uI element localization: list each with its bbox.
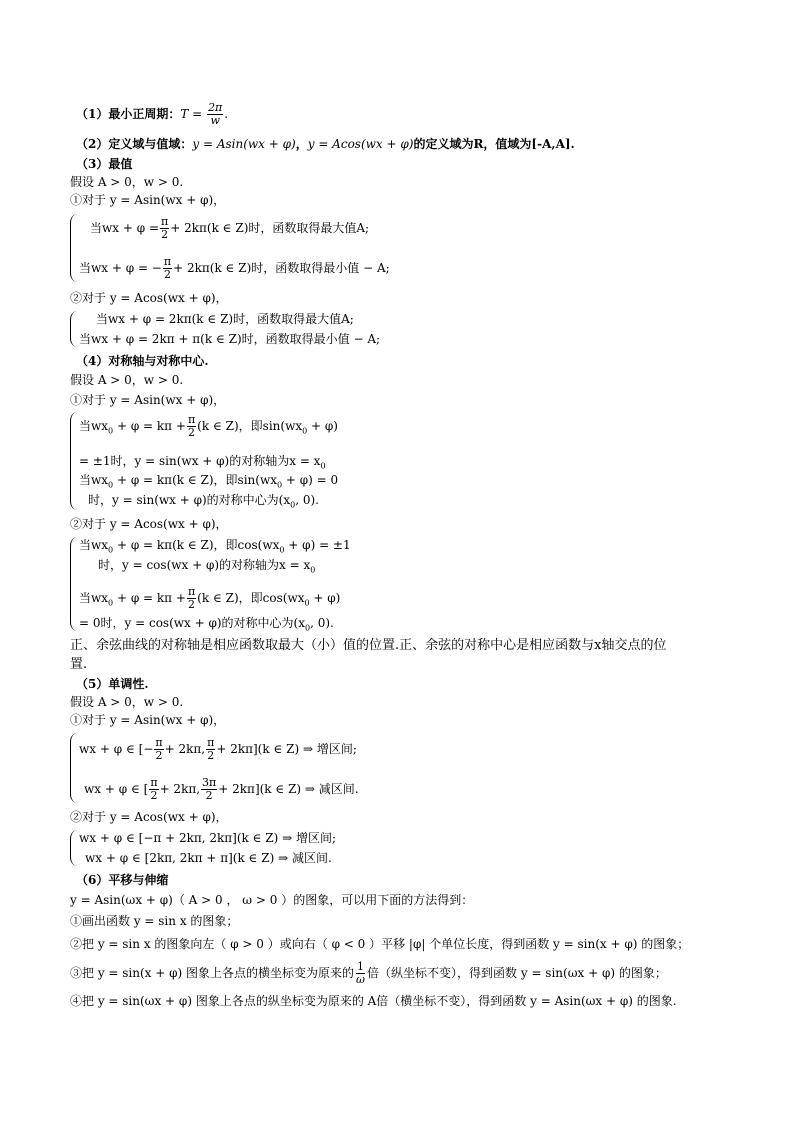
left-brace [70, 214, 78, 282]
section-3-heading: （3）最值 [76, 157, 133, 171]
section-6-step-1: ①画出函数 y = sin x 的图象； [70, 914, 239, 928]
section-5-heading: （5）单调性. [76, 677, 149, 691]
section-2-domain-range: （2）定义域与值域：y = Asin(wx + φ)，y = Acos(wx + φ)的定义域为R，值域为[-A,A]. [76, 137, 575, 151]
section-6-heading: （6）平移与伸缩 [76, 873, 169, 887]
section-1-label: （1）最小正周期： [76, 107, 181, 121]
section-3-sin-cases: 当wx + φ = $\frac{\pi}{2}$ + 2kπ(k ∈ Z)时，函数取得最大值A; 当wx + φ = − $\frac{\pi}{2}$ + 2kπ(k ∈ Z)时，函数取得最小值 − A; [70, 212, 570, 284]
section-4-cos-intro: ②对于 y = Acos(wx + φ)， [70, 517, 228, 531]
section-4-sin-cases: 当$wx_0 + \varphi = k\pi$ + $\frac{\pi}{2}$ (k ∈ Z)，即$\sin(wx_0 + \varphi)$ = ±1时，y = sin(wx + φ)的对称轴为$x = x_0$ 当$wx_0 + \varphi = k\pi(k$ ∈ Z)，即$\sin(wx_0 + \varphi) = 0$ 时，y = sin(wx + φ)的对称中心为($x_0$, 0). [70, 410, 590, 512]
section-5-cos-cases: wx + φ ∈ [−π + 2kπ, 2kπ](k ∈ Z) ⇒ 增区间; wx + φ ∈ [2kπ, 2kπ + π](k ∈ Z) ⇒ 减区间. [70, 828, 590, 868]
section-6-step-4: ④把 y = sin(ωx + φ) 图象上各点的纵坐标变为原来的 A倍（横坐标不变），得到函数 y = Asin(ωx + φ) 的图象. [70, 994, 677, 1008]
section-4-sin-intro: ①对于 y = Asin(wx + φ)， [70, 393, 226, 407]
section-3-sin-intro: ①对于 y = Asin(wx + φ)， [70, 193, 226, 207]
section-4-heading: （4）对称轴与对称中心. [76, 354, 209, 368]
section-5-cos-intro: ②对于 y = Acos(wx + φ)， [70, 810, 228, 824]
section-5-sin-intro: ①对于 y = Asin(wx + φ)， [70, 713, 226, 727]
section-6-intro: y = Asin(ωx + φ)（ A > 0 ， ω > 0 ）的图象，可以用下面的方法得到： [70, 893, 474, 907]
section-6-step-2: ②把 y = sin x 的图象向左（ φ > 0 ）或向右（ φ < 0 ）平移 |φ| 个单位长度，得到函数 y = sin(x + φ) 的图象； [70, 937, 690, 951]
symmetry-note-line-1: 正、余弦曲线的对称轴是相应函数取最大（小）值的位置.正、余弦的对称中心是相应函数与x轴交点的位 [70, 638, 667, 653]
section-4-assumption: 假设 A > 0，w > 0. [70, 373, 184, 387]
section-3-cos-intro: ②对于 y = Acos(wx + φ)， [70, 291, 228, 305]
symmetry-note-line-2: 置. [70, 657, 88, 672]
section-5-assumption: 假设 A > 0，w > 0. [70, 695, 184, 709]
section-6-step-3: ③把 y = sin(x + φ) 图象上各点的横坐标变为原来的 $\frac{1}{\omega}$ 倍（纵坐标不变），得到函数 y = sin(ωx + φ) 的图象； [70, 960, 667, 986]
section-4-cos-cases: 当$wx_0 + \varphi = k\pi(k$ ∈ Z)，即$\cos(wx_0 + \varphi) = \pm 1$ 时，y = cos(wx + φ)的对称轴为$x = x_0$ 当$wx_0 + \varphi = k\pi$ + $\frac{\pi}{2}$ (k ∈ Z)，即$\cos(wx_0 + \varphi)$ = 0时，y = cos(wx + φ)的对称中心为($x_0$, 0). [70, 535, 590, 633]
section-3-assumption: 假设 A > 0，w > 0. [70, 175, 184, 189]
section-1-period: （1）最小正周期：T = $\frac{2\pi}{w}$ . [76, 101, 229, 127]
section-5-sin-cases: wx + φ ∈ [− $\frac{\pi}{2}$ + 2kπ, $\frac{\pi}{2}$ + 2kπ](k ∈ Z) ⇒ 增区间; wx + φ ∈ [ $\frac{\pi}{2}$ + 2kπ, $\frac{3\pi}{2}$ + 2kπ](k ∈ Z) ⇒ 减区间. [70, 731, 590, 805]
period-fraction: $\frac{2\pi}{w}$ [208, 101, 223, 127]
section-3-cos-cases: 当wx + φ = 2kπ(k ∈ Z)时，函数取得最大值A; 当wx + φ = 2kπ + π(k ∈ Z)时，函数取得最小值 − A; [70, 309, 570, 349]
